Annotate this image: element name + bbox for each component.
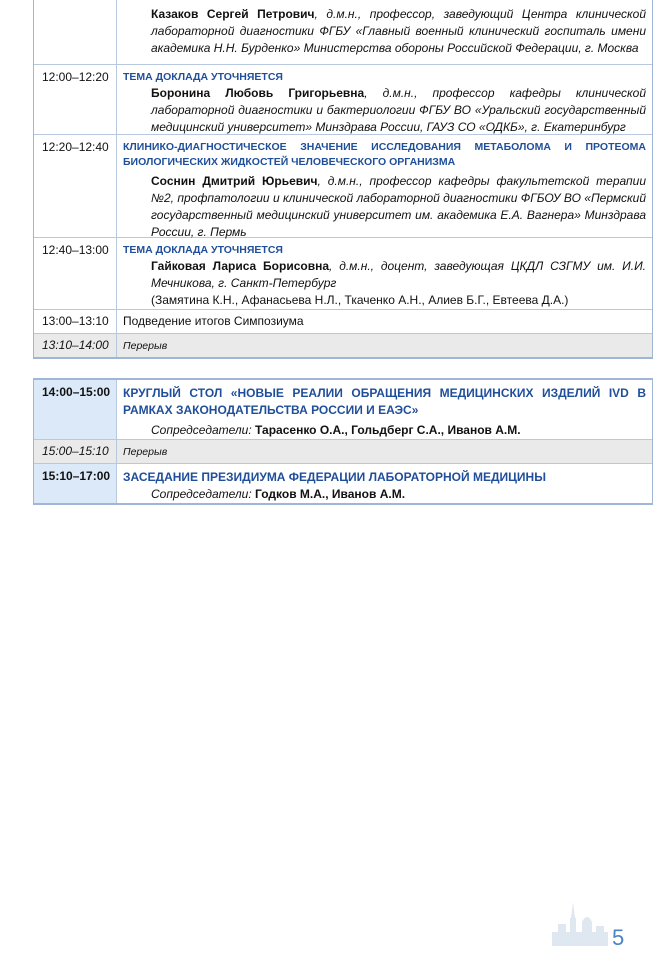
- city-silhouette-icon: [548, 898, 612, 948]
- program-row: [34, 463, 652, 503]
- talk-topic: ТЕМА ДОКЛАДА УТОЧНЯЕТСЯ: [123, 71, 283, 83]
- time-cell: [34, 0, 117, 64]
- break-label: Перерыв: [123, 340, 168, 352]
- time-cell: 12:20–12:40: [34, 135, 117, 237]
- break-row: [34, 333, 652, 357]
- speaker-description: , д.м.н., профессор, заведующий Центра клинической лабораторной диагностики ФГБУ «Главный военный клинический госпиталь имени академика Н.Н. Бурденко» Министерства обороны Российской Федерации, г. Москва: [151, 7, 646, 55]
- speaker-description: , д.м.н., доцент, заведующая ЦКДЛ СЗГМУ им. И.И. Мечникова, г. Санкт-Петербург: [151, 259, 646, 290]
- break-row: [34, 439, 652, 463]
- content-cell: [117, 238, 652, 309]
- speaker-description: , д.м.н., профессор кафедры клинической лабораторной диагностики и бактериологии ФГБУ ВО «Уральский государственный медицинский университет» Минздрава России, ГАУЗ СО «ОДКБ», г. Екатеринбург: [151, 86, 646, 134]
- time-cell: 13:00–13:10: [34, 310, 117, 333]
- cochairs-label: Сопредседатели:: [151, 423, 252, 437]
- session-topic: ЗАСЕДАНИЕ ПРЕЗИДИУМА ФЕДЕРАЦИИ ЛАБОРАТОРНОЙ МЕДИЦИНЫ: [123, 470, 546, 484]
- cochairs: [123, 486, 646, 503]
- speaker: [123, 6, 646, 57]
- cochairs-names: Тарасенко О.А., Гольдберг С.А., Иванов А.М.: [251, 423, 521, 437]
- time-cell: 12:40–13:00: [34, 238, 117, 309]
- program-table-session-2: [33, 378, 653, 505]
- time-cell: 14:00–15:00: [34, 380, 117, 439]
- coauthors: (Замятина К.Н., Афанасьева Н.Л., Ткаченко А.Н., Алиев Б.Г., Евтеева Д.А.): [151, 293, 569, 307]
- program-table-session-1: [33, 0, 653, 359]
- break-label: Перерыв: [123, 446, 168, 458]
- time-cell: 15:00–15:10: [34, 440, 117, 463]
- content-cell: [117, 0, 652, 64]
- session-topic: КРУГЛЫЙ СТОЛ «НОВЫЕ РЕАЛИИ ОБРАЩЕНИЯ МЕДИЦИНСКИХ ИЗДЕЛИЙ IVD В РАМКАХ ЗАКОНОДАТЕЛЬСТВА РОССИИ И ЕАЭС»: [123, 386, 646, 417]
- content-cell: Подведение итогов Симпозиума: [123, 314, 304, 328]
- content-cell: [117, 135, 652, 237]
- talk-topic: ТЕМА ДОКЛАДА УТОЧНЯЕТСЯ: [123, 244, 283, 256]
- program-row: [34, 309, 652, 333]
- cochairs-label: Сопредседатели:: [151, 487, 252, 501]
- page-number: 5: [612, 925, 625, 950]
- program-row: [34, 134, 652, 237]
- speaker-name: Боронина Любовь Григорьевна: [151, 86, 365, 100]
- time-cell: 12:00–12:20: [34, 65, 117, 134]
- content-cell: [117, 65, 652, 134]
- time-cell: 13:10–14:00: [34, 334, 117, 357]
- time-cell: 15:10–17:00: [34, 464, 117, 503]
- speaker-name: Казаков Сергей Петрович: [151, 7, 315, 21]
- content-cell: [117, 464, 652, 503]
- speaker-description: , д.м.н., профессор кафедры факультетской терапии №2, профпатологии и клинической лабораторной диагностики ФГБОУ ВО «Пермский государственный медицинский университет им. академика Е.А. Вагнера» Минздрава России, г. Пермь: [151, 174, 647, 239]
- content-cell: [117, 380, 652, 439]
- program-row: [34, 64, 652, 134]
- speaker: [123, 173, 646, 241]
- cochairs-names: Годков М.А., Иванов А.М.: [251, 487, 406, 501]
- program-row: [34, 237, 652, 309]
- speaker: [123, 85, 646, 136]
- speaker-name: Гайковая Лариса Борисовна: [151, 259, 330, 273]
- program-row: [34, 380, 652, 439]
- speaker: [123, 258, 646, 292]
- speaker-name: Соснин Дмитрий Юрьевич: [151, 174, 318, 188]
- talk-topic: КЛИНИКО-ДИАГНОСТИЧЕСКОЕ ЗНАЧЕНИЕ ИССЛЕДОВАНИЯ МЕТАБОЛОМА И ПРОТЕОМА БИОЛОГИЧЕСКИХ ЖИДКОСТЕЙ ЧЕЛОВЕЧЕСКОГО ОРГАНИЗМА: [123, 141, 646, 168]
- cochairs: [123, 422, 646, 439]
- program-row: [34, 0, 652, 64]
